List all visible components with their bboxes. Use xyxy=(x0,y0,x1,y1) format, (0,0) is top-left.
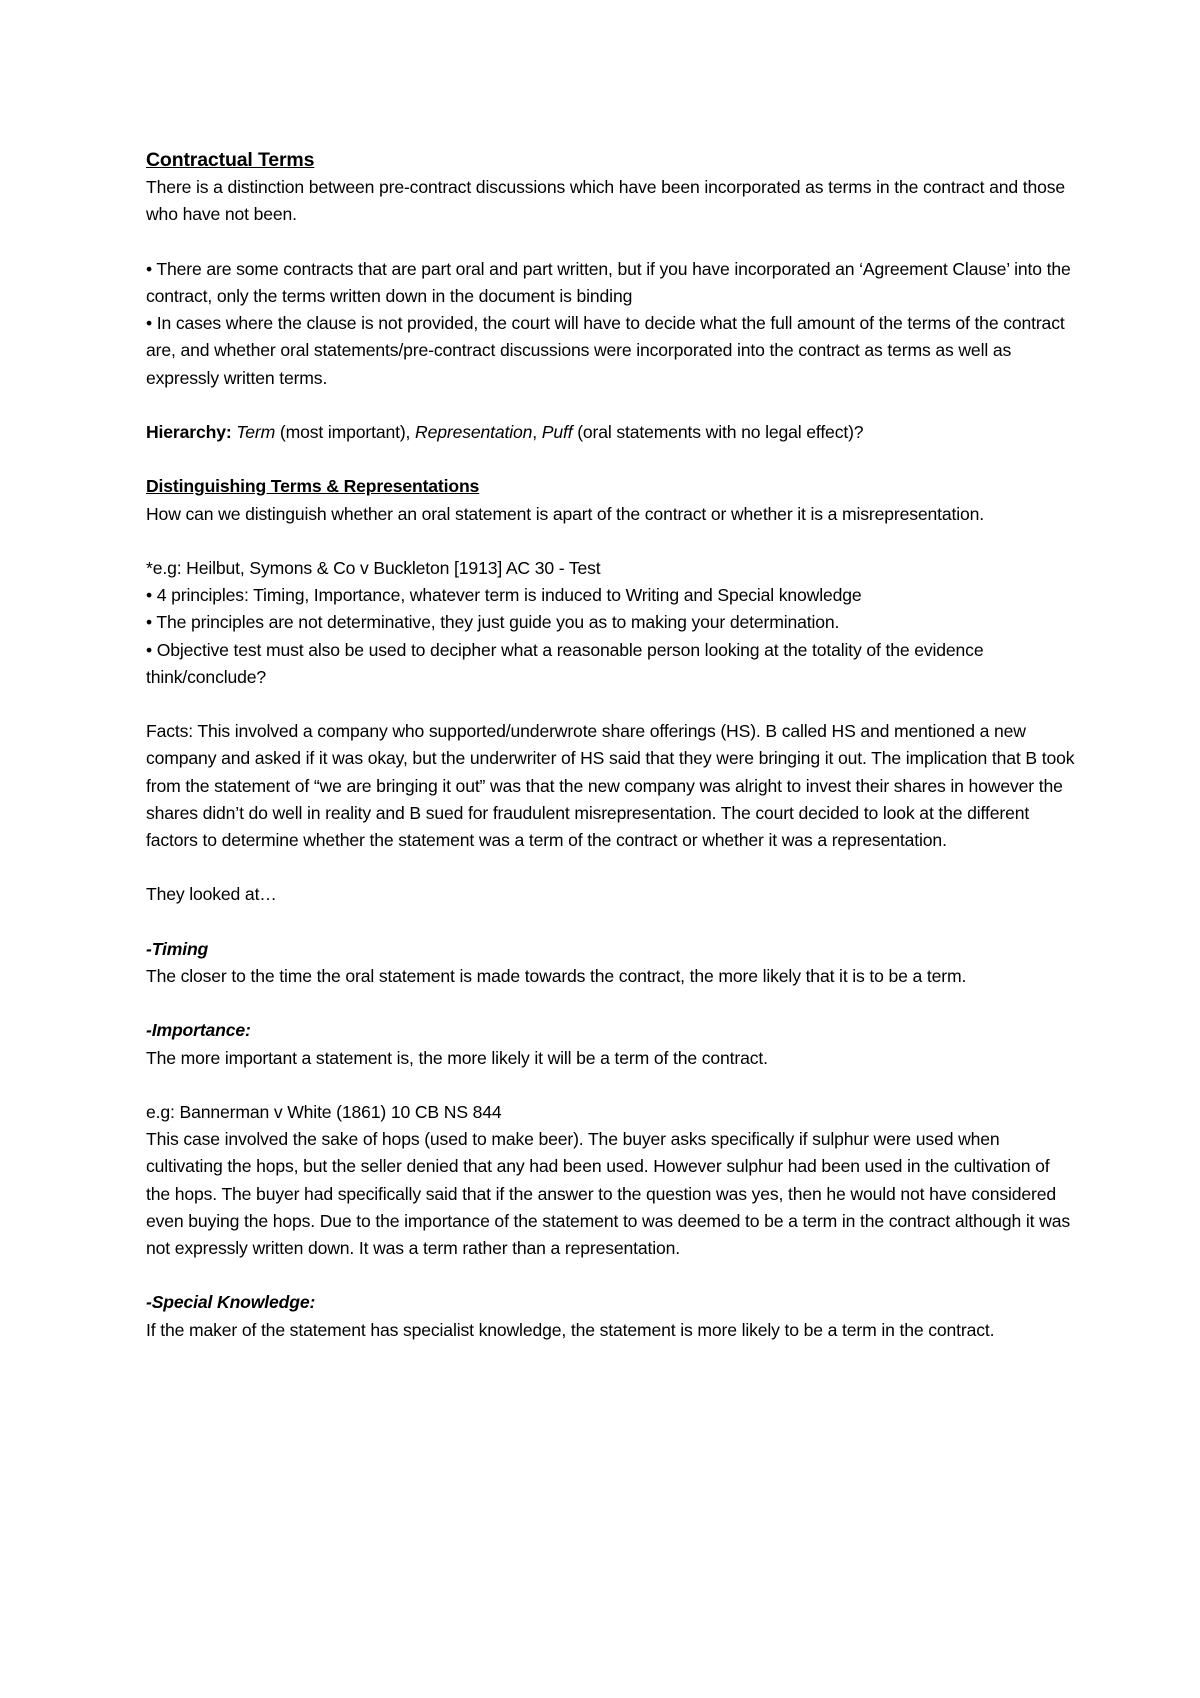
importance-heading: -Importance: xyxy=(146,1020,251,1041)
hierarchy-puff-note: (oral statements with no legal effect)? xyxy=(572,422,864,442)
spacer xyxy=(146,528,1076,555)
special-knowledge-heading: -Special Knowledge: xyxy=(146,1292,316,1313)
document-title: Contractual Terms xyxy=(146,149,315,171)
spacer xyxy=(146,854,1076,881)
spacer xyxy=(146,229,1076,256)
importance-paragraph: The more important a statement is, the more likely it will be a term of the contract. xyxy=(146,1047,768,1068)
spacer xyxy=(146,909,1076,936)
special-knowledge-paragraph: If the maker of the statement has specialist knowledge, the statement is more likely to be a term in the contract. xyxy=(146,1319,995,1340)
bullet-clause-not-provided: • In cases where the clause is not provided, the court will have to decide what the full amount of the terms of the contract are, and whether oral statements/pre-contract discussions were incorporated into the contract as terms as well as expressly written terms. xyxy=(146,313,1065,388)
hierarchy-representation: Representation xyxy=(415,422,533,442)
case-citation-bannerman: e.g: Bannerman v White (1861) 10 CB NS 844 xyxy=(146,1101,502,1122)
spacer xyxy=(146,990,1076,1017)
facts-paragraph: Facts: This involved a company who supported/underwrote share offerings (HS). B called HS and mentioned a new company and asked if it was okay, but the underwriter of HS said that they were bringing it out. The implication that B took from the statement of “we are bringing it out” was that the new company was alright to invest their shares in however the shares didn’t do well in reality and B sued for fraudulent misrepresentation. The court decided to look at the different factors to determine whether the statement was a term of the contract or whether it was a representation. xyxy=(146,721,1075,850)
timing-paragraph: The closer to the time the oral statement is made towards the contract, the more likely that it is to be a term. xyxy=(146,965,967,986)
bannerman-paragraph: This case involved the sake of hops (used to make beer). The buyer asks specifically if sulphur were used when cultivating the hops, but the seller denied that any had been used. However sulphur had been used in the cultivation of the hops. The buyer had specifically said that if the answer to the question was yes, then he would not have considered even buying the hops. Due to the importance of the statement to was deemed to be a term in the contract although it was not expressly written down. It was a term rather than a representation. xyxy=(146,1129,1070,1258)
bullet-agreement-clause: • There are some contracts that are part oral and part written, but if you have incorporated an ‘Agreement Clause’ into the contract, only the terms written down in the document is binding xyxy=(146,258,1071,306)
looked-at-line: They looked at… xyxy=(146,884,277,905)
spacer xyxy=(146,1072,1076,1099)
spacer xyxy=(146,446,1076,473)
hierarchy-term-note: (most important), xyxy=(275,422,416,442)
bullet-four-principles: • 4 principles: Timing, Importance, whatever term is induced to Writing and Special knowledge xyxy=(146,585,862,606)
hierarchy-label: Hierarchy: xyxy=(146,422,232,442)
hierarchy-term: Term xyxy=(236,422,276,442)
section-intro-paragraph: How can we distinguish whether an oral statement is apart of the contract or whether it is a misrepresentation. xyxy=(146,503,985,524)
document-body xyxy=(146,147,1076,1344)
hierarchy-line xyxy=(146,419,1076,446)
intro-paragraph: There is a distinction between pre-contract discussions which have been incorporated as terms in the contract and those who have not been. xyxy=(146,177,1066,225)
section-heading-distinguishing: Distinguishing Terms & Representations xyxy=(146,476,480,497)
bullet-objective-test: • Objective test must also be used to decipher what a reasonable person looking at the totality of the evidence think/conclude? xyxy=(146,639,984,687)
timing-heading: -Timing xyxy=(146,938,209,959)
case-citation-heilbut: *e.g: Heilbut, Symons & Co v Buckleton [1913] AC 30 - Test xyxy=(146,557,601,578)
spacer xyxy=(146,392,1076,419)
hierarchy-puff: Puff xyxy=(541,422,573,442)
hierarchy-separator: , xyxy=(532,422,542,442)
spacer xyxy=(146,691,1076,718)
bullet-not-determinative: • The principles are not determinative, they just guide you as to making your determination. xyxy=(146,612,840,633)
spacer xyxy=(146,1262,1076,1289)
